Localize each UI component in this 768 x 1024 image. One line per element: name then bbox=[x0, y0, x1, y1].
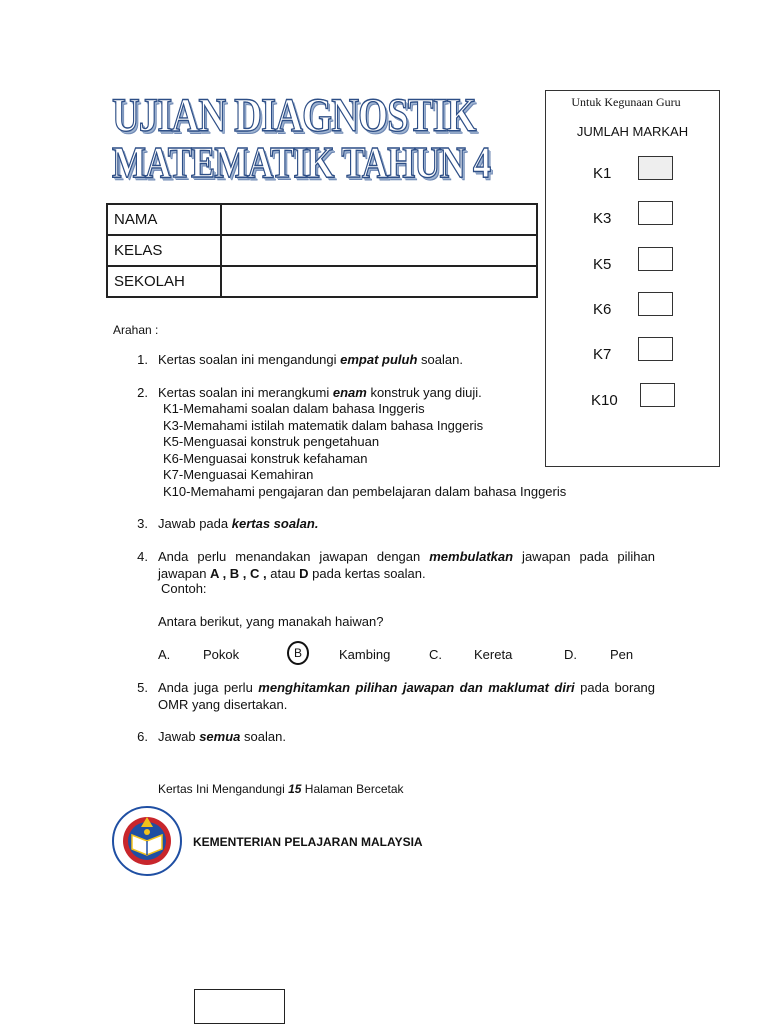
instruction-item-6: Jawab semua soalan. bbox=[158, 729, 286, 744]
instruction-item-5: Anda juga perlu menghitamkan pilihan jawapan dan maklumat diri pada borang OMR yang disertakan. bbox=[158, 680, 656, 712]
school-label: SEKOLAH bbox=[107, 266, 221, 297]
construct-description: K7-Menguasai Kemahiran bbox=[163, 467, 314, 482]
ministry-name: KEMENTERIAN PELAJARAN MALAYSIA bbox=[193, 835, 423, 849]
construct-label-k3: K3 bbox=[593, 210, 612, 227]
mark-box-k1[interactable] bbox=[638, 156, 673, 180]
mark-box-k3[interactable] bbox=[638, 201, 673, 225]
choice-letter-c: C. bbox=[429, 647, 442, 662]
choice-text-a: Pokok bbox=[203, 647, 240, 662]
construct-label-k7: K7 bbox=[593, 346, 612, 363]
construct-label-k5: K5 bbox=[593, 256, 612, 273]
construct-label-k6: K6 bbox=[593, 301, 612, 318]
instruction-item-2: Kertas soalan ini merangkumi enam konstruk yang diuji. bbox=[158, 385, 482, 400]
table-row bbox=[107, 235, 537, 266]
item-number: 2. bbox=[137, 385, 148, 400]
construct-description: K3-Memahami istilah matematik dalam bahasa Inggeris bbox=[163, 418, 484, 433]
choice-text-b: Kambing bbox=[339, 647, 391, 662]
example-question: Antara berikut, yang manakah haiwan? bbox=[158, 614, 384, 629]
choice-text-d: Pen bbox=[610, 647, 634, 662]
construct-description: K6-Menguasai konstruk kefahaman bbox=[163, 451, 368, 466]
instructions-heading: Arahan : bbox=[113, 323, 159, 337]
table-row bbox=[107, 204, 537, 235]
instruction-item-4: Anda perlu menandakan jawapan dengan membulatkan jawapan pada pilihan jawapan A , B , C , atau D pada kertas soalan. bbox=[158, 549, 655, 581]
class-field[interactable] bbox=[221, 235, 537, 266]
instruction-item-3: Jawab pada kertas soalan. bbox=[158, 516, 319, 531]
construct-label-k1: K1 bbox=[593, 165, 612, 182]
title-line-2: MATEMATIK TAHUN 4 bbox=[112, 138, 491, 187]
name-field[interactable] bbox=[221, 204, 537, 235]
table-row bbox=[107, 266, 537, 297]
construct-description: K1-Memahami soalan dalam bahasa Inggeris bbox=[163, 401, 425, 416]
choice-letter-a: A. bbox=[158, 647, 171, 662]
choice-letter-d: D. bbox=[564, 647, 577, 662]
mark-box-k10[interactable] bbox=[640, 383, 675, 407]
total-marks-label: JUMLAH MARKAH bbox=[576, 124, 689, 139]
item-number: 3. bbox=[137, 516, 148, 531]
choice-text-c: Kereta bbox=[474, 647, 513, 662]
teacher-use-box bbox=[545, 90, 720, 467]
page-count-note: Kertas Ini Mengandungi 15 Halaman Bercetak bbox=[158, 782, 404, 796]
student-info-table bbox=[106, 203, 538, 298]
construct-description: K10-Memahami pengajaran dan pembelajaran dalam bahasa Inggeris bbox=[163, 484, 567, 499]
page-number-box bbox=[194, 989, 285, 1024]
choice-letter-b-circled[interactable]: B bbox=[287, 641, 309, 665]
example-label: Contoh: bbox=[161, 581, 207, 596]
class-label: KELAS bbox=[107, 235, 221, 266]
ministry-logo-icon bbox=[111, 805, 183, 877]
instruction-item-1: Kertas soalan ini mengandungi empat puluh soalan. bbox=[158, 352, 463, 367]
school-field[interactable] bbox=[221, 266, 537, 297]
item-number: 5. bbox=[137, 680, 148, 695]
construct-label-k10: K10 bbox=[591, 392, 618, 409]
name-label: NAMA bbox=[107, 204, 221, 235]
construct-description: K5-Menguasai konstruk pengetahuan bbox=[163, 434, 380, 449]
title-line-1: UJIAN DIAGNOSTIK bbox=[112, 89, 476, 142]
mark-box-k5[interactable] bbox=[638, 247, 673, 271]
teacher-use-heading: Untuk Kegunaan Guru bbox=[571, 95, 681, 109]
mark-box-k6[interactable] bbox=[638, 292, 673, 316]
item-number: 4. bbox=[137, 549, 148, 564]
item-number: 6. bbox=[137, 729, 148, 744]
mark-box-k7[interactable] bbox=[638, 337, 673, 361]
item-number: 1. bbox=[137, 352, 148, 367]
